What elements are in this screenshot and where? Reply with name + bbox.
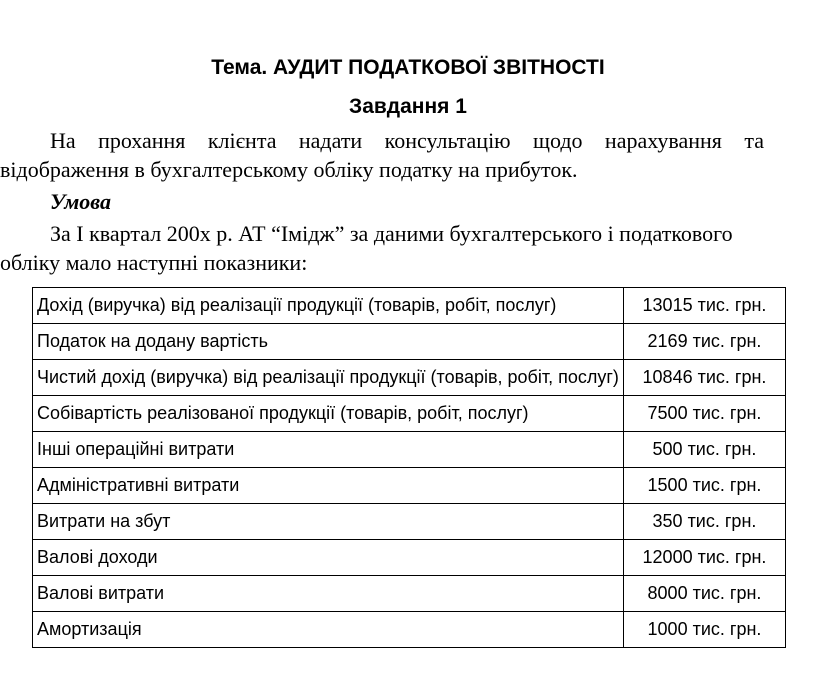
table-row (33, 540, 786, 576)
table-row (33, 324, 786, 360)
indicator-value: 500 тис. грн. (623, 432, 785, 468)
task-text-line1: На прохання клієнта надати консультацію щодо нарахування та (50, 128, 764, 153)
indicator-label: Витрати на збут (33, 504, 624, 540)
page-title: Тема. АУДИТ ПОДАТКОВОЇ ЗВІТНОСТІ (211, 56, 605, 79)
table-row (33, 288, 786, 324)
condition-heading: Умова (50, 189, 111, 214)
indicator-value: 350 тис. грн. (623, 504, 785, 540)
indicator-value: 8000 тис. грн. (623, 576, 785, 612)
table-row (33, 432, 786, 468)
indicator-label: Податок на додану вартість (33, 324, 624, 360)
indicator-label: Амортизація (33, 612, 624, 648)
indicator-value: 13015 тис. грн. (623, 288, 785, 324)
indicator-label: Валові доходи (33, 540, 624, 576)
indicator-label: Адміністративні витрати (33, 468, 624, 504)
indicator-label: Чистий дохід (виручка) від реалізації продукції (товарів, робіт, послуг) (33, 360, 624, 396)
indicators-table (32, 287, 786, 648)
indicator-label: Валові витрати (33, 576, 624, 612)
indicator-label: Інші операційні витрати (33, 432, 624, 468)
indicator-value: 10846 тис. грн. (623, 360, 785, 396)
table-row (33, 360, 786, 396)
indicator-value: 1500 тис. грн. (623, 468, 785, 504)
task-heading: Завдання 1 (349, 95, 467, 118)
condition-text-line2: обліку мало наступні показники: (0, 250, 308, 275)
indicator-value: 12000 тис. грн. (623, 540, 785, 576)
table-row (33, 612, 786, 648)
indicator-label: Дохід (виручка) від реалізації продукції (товарів, робіт, послуг) (33, 288, 624, 324)
indicator-value: 1000 тис. грн. (623, 612, 785, 648)
task-text-line2: відображення в бухгалтерському обліку податку на прибуток. (0, 157, 578, 182)
table-row (33, 468, 786, 504)
table-row (33, 504, 786, 540)
condition-text-line1: За I квартал 200х р. АТ “Імідж” за даними бухгалтерського і податкового (50, 221, 733, 246)
table-row (33, 576, 786, 612)
indicator-value: 2169 тис. грн. (623, 324, 785, 360)
table-row (33, 396, 786, 432)
indicator-label: Собівартість реалізованої продукції (товарів, робіт, послуг) (33, 396, 624, 432)
indicator-value: 7500 тис. грн. (623, 396, 785, 432)
